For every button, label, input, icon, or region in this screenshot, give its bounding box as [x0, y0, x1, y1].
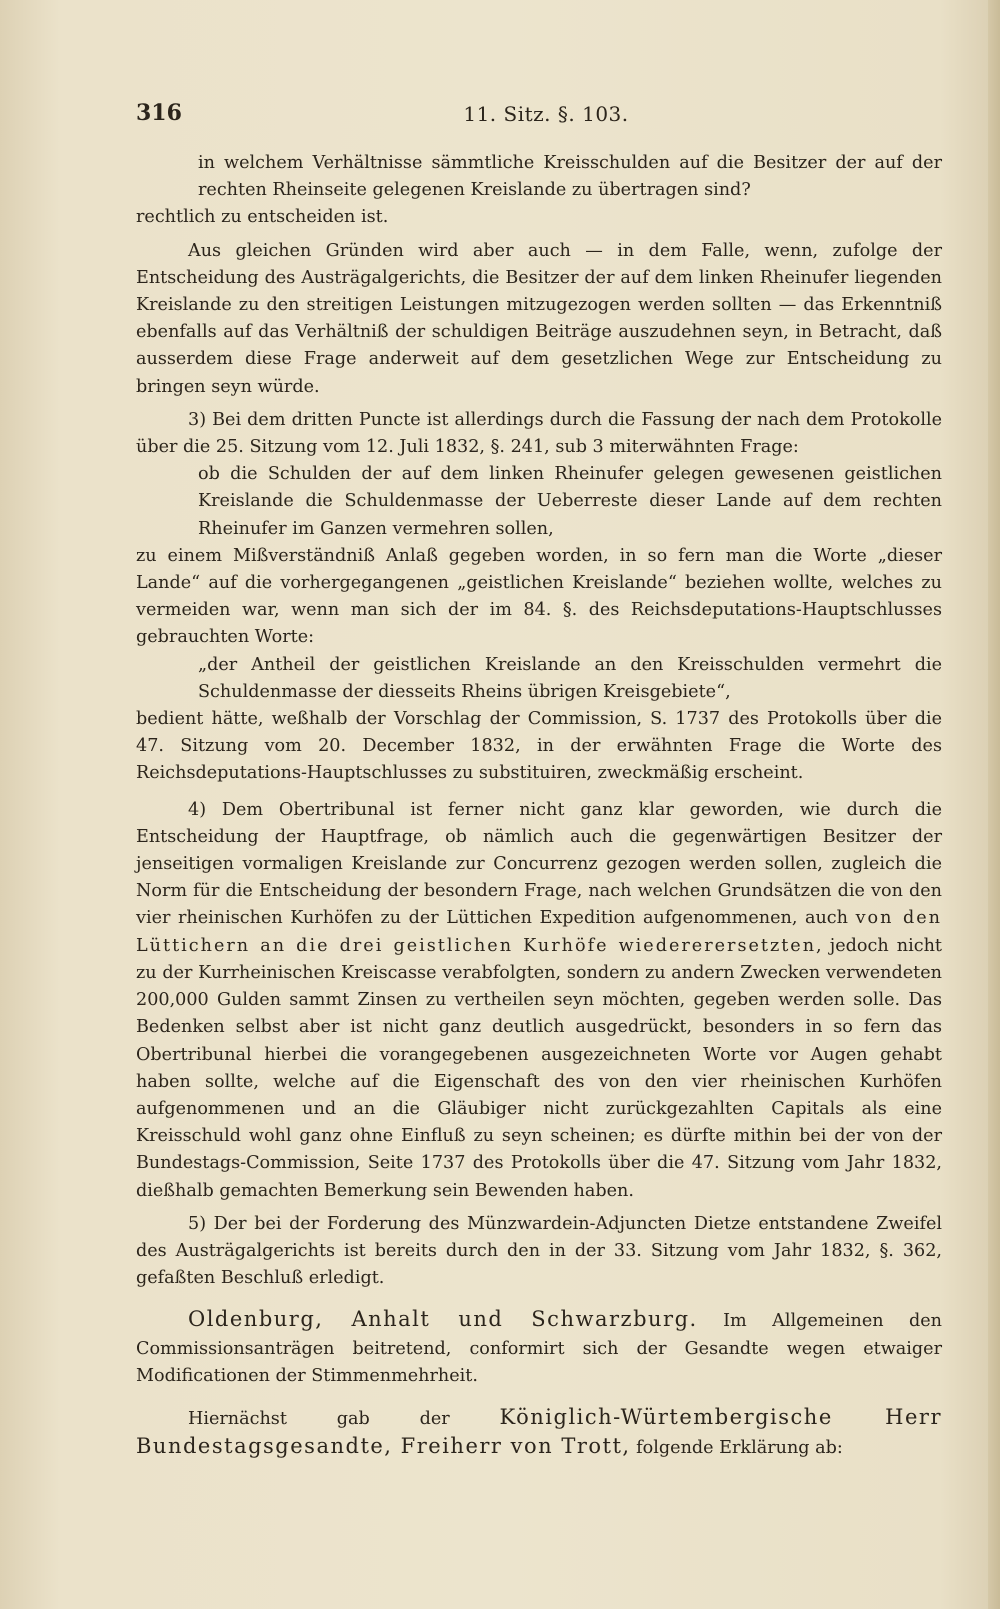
page-header: [136, 100, 956, 140]
page-edge: [988, 0, 1000, 1609]
paragraph-point-3: 3) Bei dem dritten Puncte ist allerdings durch die Fassung der nach dem Protokolle über die 25. Sitzung vom 12. Juli 1832, §. 241, sub 3 miterwähnten Frage:: [136, 409, 942, 458]
paragraph-point-5: 5) Der bei der Forderung des Münzwardein-Adjuncten Dietze entstandene Zweifel des Austrägalgerichts ist bereits durch den in der 33. Sitzung vom Jahr 1832, §. 362, gefaßten Beschluß erledigt.: [136, 1213, 942, 1289]
text-run: Im Allgemeinen den Commissionsanträgen beitretend, conformirt sich der Gesandte wegen etwaiger Modificationen der Stimmenmehrheit.: [136, 1311, 942, 1386]
text-run: , jedoch nicht zu der Kurrheinischen Kreiscasse verabfolgten, sondern zu andern Zwecken verwendeten 200,000 Gulden sammt Zinsen zu vertheilen seyn möchten, gegeben werden solle. Das Bedenken selbst aber ist nicht ganz deutlich ausgedrückt, besonders in so fern das Obertribunal hierbei die vorangegebenen ausgezeichneten Worte vor Augen gehabt haben sollte, welche auf die Eigenschaft des von den vier rheinischen Kurhöfen aufgenommenen und an die Gläubiger nicht zurückgezahlten Capitals als eine Kreisschuld wohl ganz ohne Einfluß zu seyn scheinen; es dürfte mithin bei der von der Bundestags-Commission, Seite 1737 des Protokolls über die 47. Sitzung vom Jahr 1832, dießhalb gemachten Bemerkung sein Bewenden haben.: [136, 935, 943, 1201]
page-number: 316: [136, 100, 182, 126]
paragraph: rechtlich zu entscheiden ist.: [136, 207, 389, 228]
paragraph: bedient hätte, weßhalb der Vorschlag der Commission, S. 1737 des Protokolls über die 47. Sitzung vom 20. December 1832, in der erwähnten Frage die Worte des Reichsdeputations-Hauptschlusses zu substituiren, zweckmäßig erscheint.: [136, 709, 942, 784]
quoted-passage: „der Antheil der geistlichen Kreislande an den Kreisschulden vermehrt die Schuldenmasse der diesseits Rheins übrigen Kreisgebiete“,: [198, 654, 942, 702]
paragraph: zu einem Mißverständniß Anlaß gegeben worden, in so fern man die Worte „dieser Lande“ auf die vorhergegangenen „geistlichen Kreislande“ beziehen wollte, welches zu vermeiden war, wenn man sich der im 84. §. des Reichsdeputations-Hauptschlusses gebrauchten Worte:: [136, 545, 942, 648]
emphasized-text: von den Lüttichern an die drei geistlichen Kurhöfe wiedererersetzten: [136, 908, 942, 956]
text-run: Hiernächst gab der: [188, 1408, 500, 1429]
states-heading: Oldenburg, Anhalt und Schwarzburg.: [188, 1307, 698, 1332]
quoted-question: ob die Schulden der auf dem linken Rheinufer gelegen gewesenen geistlichen Kreislande die Schuldenmasse der Ueberreste dieser Lande auf dem rechten Rheinufer im Ganzen vermehren sollen,: [198, 464, 942, 539]
quoted-question-continuation: in welchem Verhältnisse sämmtliche Kreisschulden auf die Besitzer der auf der rechten Rheinseite gelegenen Kreislande zu übertragen sind?: [198, 153, 942, 201]
paragraph: Aus gleichen Gründen wird aber auch — in dem Falle, wenn, zufolge der Entscheidung des Austrägalgerichts, die Besitzer der auf dem linken Rheinufer liegenden Kreislande zu den streitigen Leistungen mitzugezogen werden sollten — das Erkenntniß ebenfalls auf das Verhältniß der schuldigen Beiträge auszudehnen seyn, in Betracht, daß ausserdem diese Frage anderweit auf dem gesetzlichen Wege zur Entscheidung zu bringen seyn würde.: [136, 240, 942, 397]
page-body: [136, 150, 942, 1462]
paragraph-declaration: [136, 1404, 942, 1462]
text-run: 4) Dem Obertribunal ist ferner nicht ganz klar geworden, wie durch die Entscheidung der Hauptfrage, ob nämlich auch die gegenwärtigen Besitzer der jenseitigen vormaligen Kreislande zur Concurrenz gezogen werden sollen, zugleich die Norm für die Entscheidung der besondern Frage, nach welchen Grundsätzen die von den vier rheinischen Kurhöfen zu der Lüttichen Expedition aufgenommenen, auch: [136, 799, 942, 929]
paragraph-point-4: [136, 797, 942, 1205]
paragraph-states-vote: [136, 1306, 942, 1390]
envoy-name: Königlich-Würtembergische Herr Bundestagsgesandte, Freiherr von Trott,: [136, 1404, 942, 1459]
text-run: folgende Erklärung ab:: [630, 1438, 843, 1459]
running-title: 11. Sitz. §. 103.: [463, 102, 629, 126]
